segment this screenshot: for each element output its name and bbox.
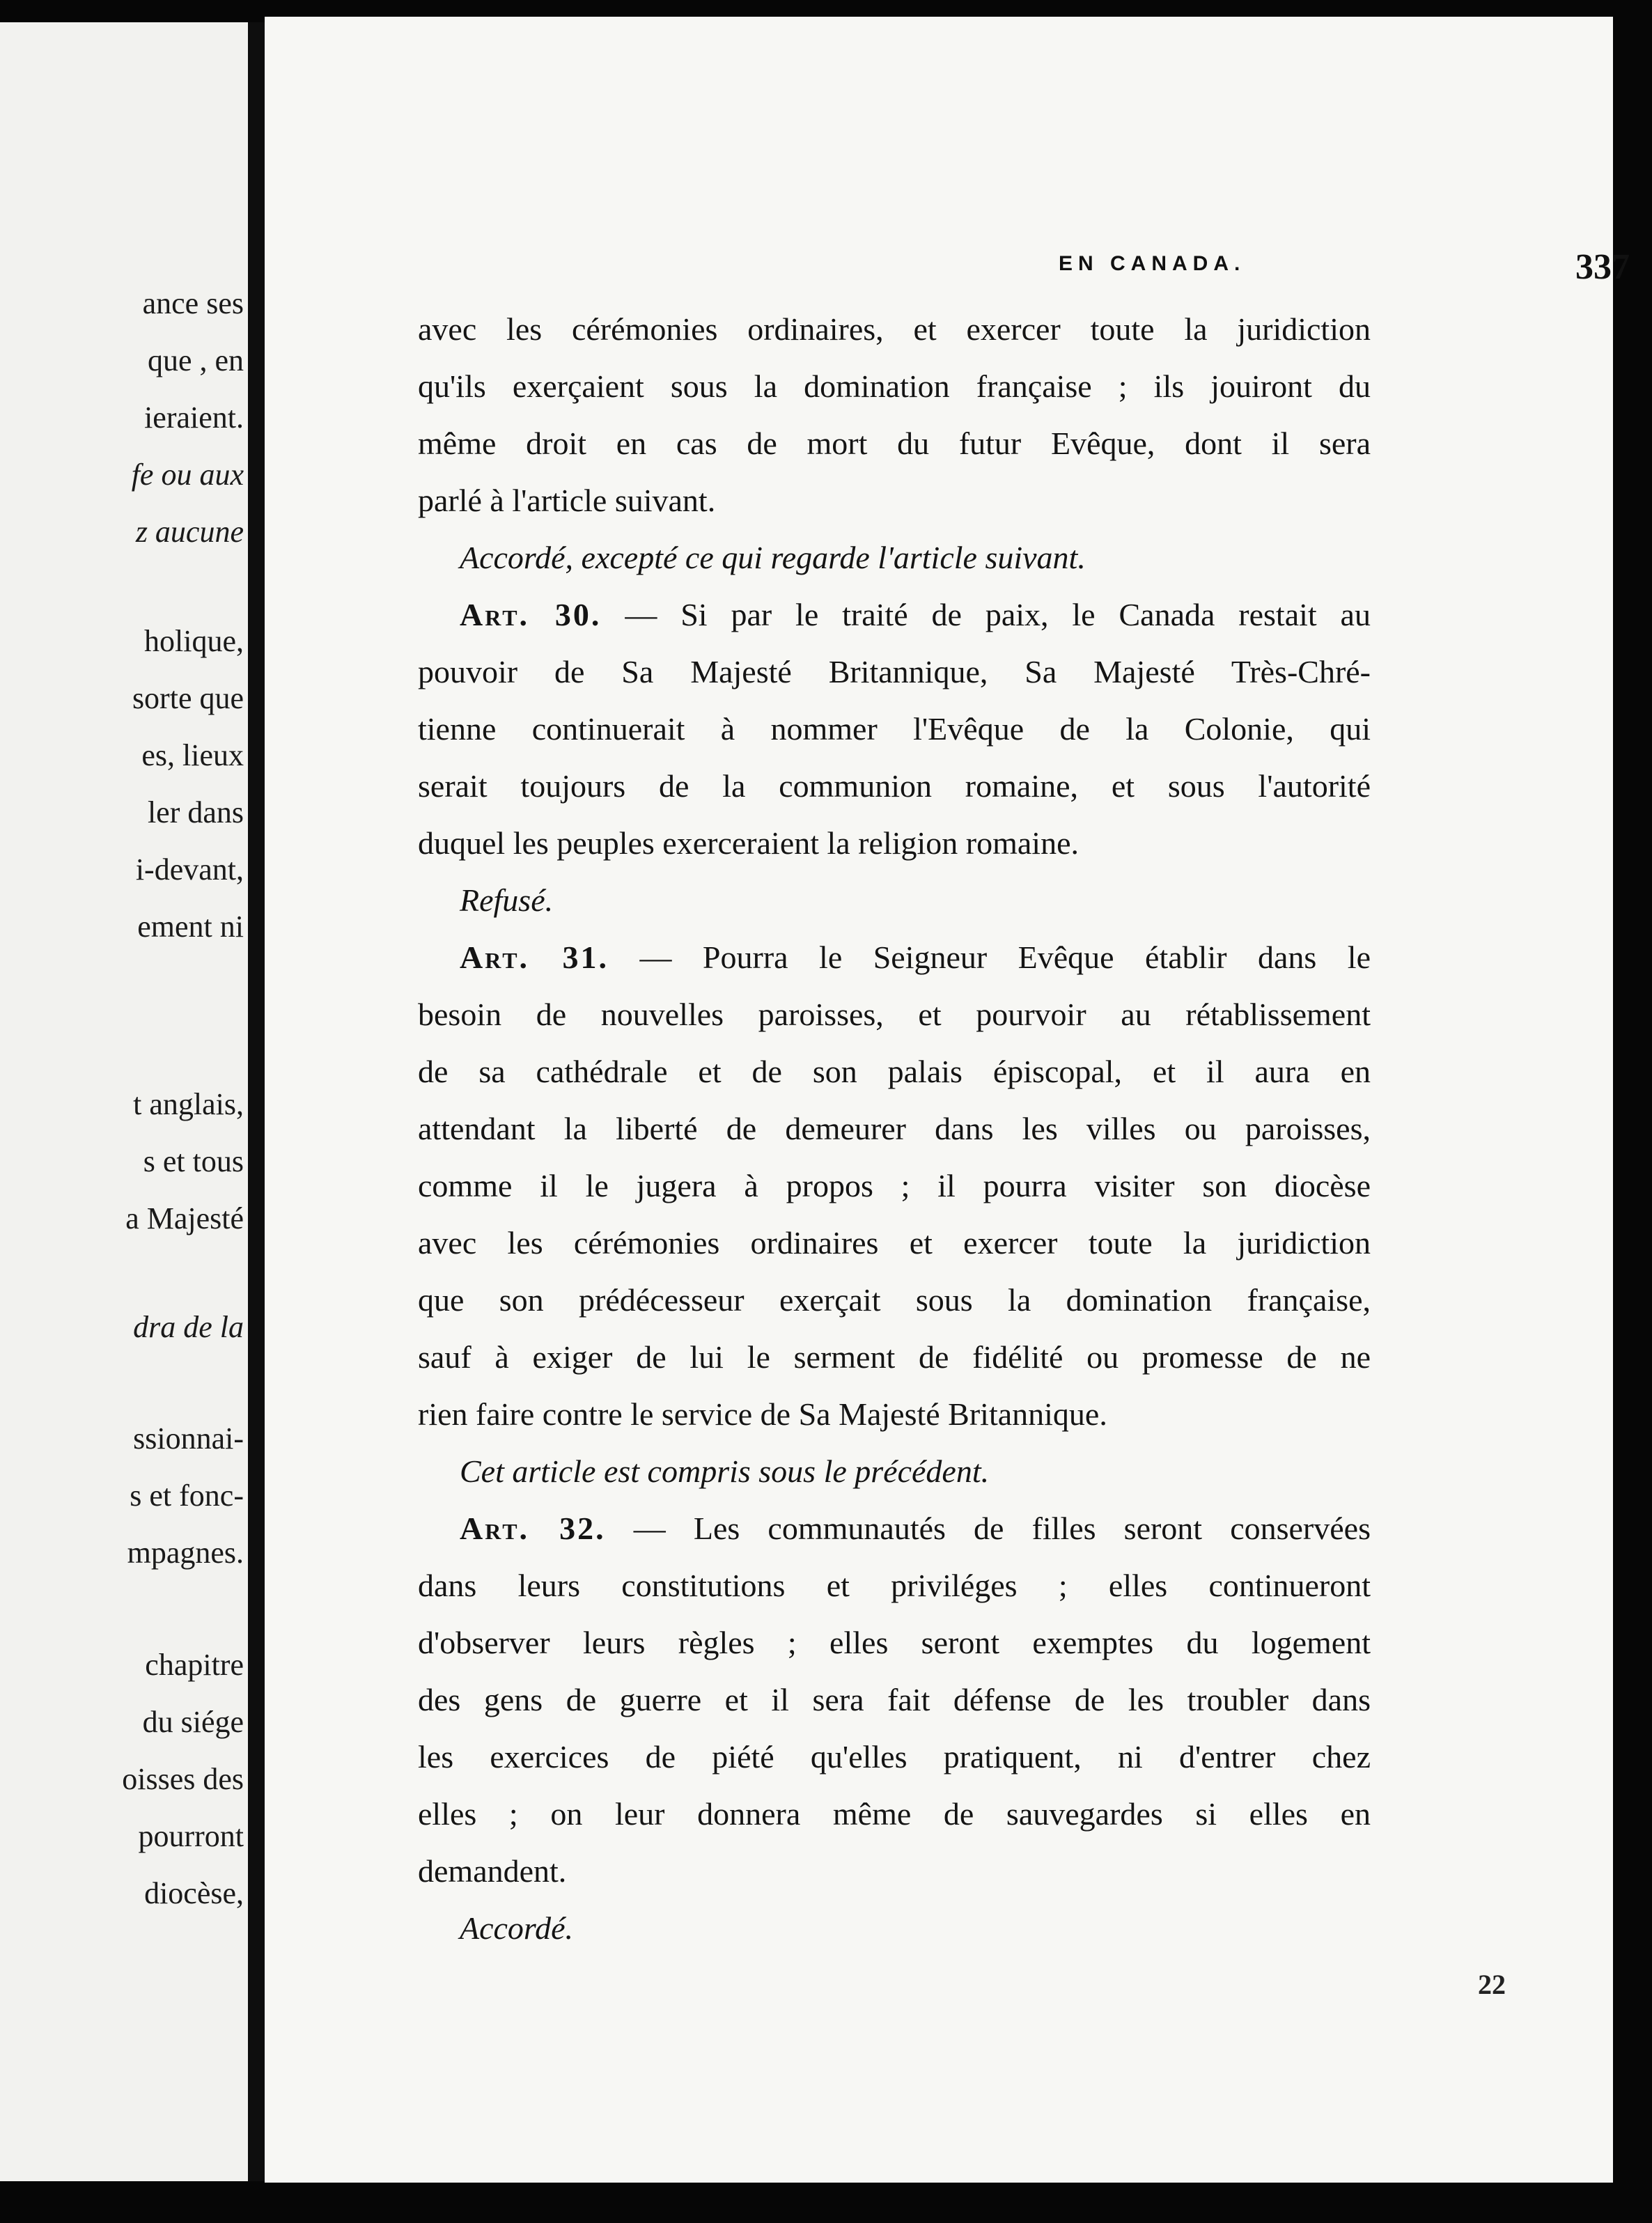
left-page-line: ssionnai- [133,1421,244,1456]
article-32-text: — Les communautés de filles seront conservées [605,1511,1371,1546]
article-31-label: Art. 31. [460,939,609,975]
body-line: attendant la liberté de demeurer dans les villes ou paroisses, [418,1111,1371,1146]
response-refuse: Refusé. [460,882,554,918]
left-page-line: diocèse, [144,1876,244,1910]
body-line: d'observer leurs règles ; elles seront exemptes du logement [418,1625,1371,1660]
body-line: tienne continuerait à nommer l'Evêque de la Colonie, qui [418,711,1371,747]
left-page-line: i-devant, [135,852,244,887]
article-30-first-line [418,586,1371,644]
body-line: comme il le jugera à propos ; il pourra visiter son diocèse [418,1168,1371,1203]
body-line: les exercices de piété qu'elles pratiquent, ni d'entrer chez [418,1739,1371,1774]
page-body [418,301,1371,1957]
body-line: serait toujours de la communion romaine, et sous l'autorité [418,768,1371,804]
left-page-line: du siége [142,1705,244,1739]
left-page-line: es, lieux [141,738,244,772]
left-page-line: holique, [144,624,244,658]
body-line: des gens de guerre et il sera fait défense de les troubler dans [418,1682,1371,1717]
response-accorde: Accordé. [460,1910,574,1946]
left-page-line: pourront [138,1819,244,1853]
body-line: de sa cathédrale et de son palais épiscopal, et il aura en [418,1054,1371,1089]
left-page-line: ieraient. [144,400,244,435]
body-line: dans leurs constitutions et priviléges ; elles continueront [418,1568,1371,1603]
left-page-fragment [0,22,248,2181]
body-line: avec les cérémonies ordinaires, et exercer toute la juridiction [418,311,1371,347]
body-line: même droit en cas de mort du futur Evêque, dont il sera [418,426,1371,461]
body-line: pouvoir de Sa Majesté Britannique, Sa Majesté Très-Chré- [418,654,1371,689]
body-line: rien faire contre le service de Sa Majesté Britannique. [418,1396,1107,1432]
body-line: que son prédécesseur exerçait sous la domination française, [418,1282,1371,1318]
article-32-label: Art. 32. [460,1511,606,1546]
article-32-first-line [418,1500,1371,1557]
signature-mark: 22 [1478,1969,1506,2000]
left-page-line: dra de la [133,1310,244,1344]
article-31-text: — Pourra le Seigneur Evêque établir dans le [609,939,1371,975]
left-page-line: fe ou aux [131,458,244,492]
response-accorde-except: Accordé, excepté ce qui regarde l'article suivant. [460,540,1086,575]
body-line: sauf à exiger de lui le serment de fidélité ou promesse de ne [418,1339,1371,1375]
body-line: elles ; on leur donnera même de sauvegardes si elles en [418,1796,1371,1832]
left-page-line: t anglais, [133,1087,244,1121]
left-page-line: s et fonc- [130,1479,244,1513]
book-gutter [248,22,265,2181]
running-title: EN CANADA. [1059,252,1246,275]
article-31-first-line [418,929,1371,986]
left-page-line: que , en [147,343,244,377]
left-page-line: z aucune [135,515,244,549]
left-page-line: sorte que [132,681,244,715]
left-page-line: ler dans [147,795,244,829]
body-line: parlé à l'article suivant. [418,483,716,518]
body-line: duquel les peuples exerceraient la religion romaine. [418,825,1079,861]
body-line: avec les cérémonies ordinaires et exercer toute la juridiction [418,1225,1371,1261]
body-line: qu'ils exerçaient sous la domination française ; ils jouiront du [418,368,1371,404]
left-page-line: s et tous [143,1144,244,1178]
left-page-line: oisses des [122,1762,244,1796]
body-line: demandent. [418,1853,567,1889]
article-30-label: Art. 30. [460,597,602,632]
article-30-text: — Si par le traité de paix, le Canada restait au [601,597,1371,632]
left-page-line: a Majesté [125,1201,244,1235]
left-page-line: mpagnes. [127,1536,244,1570]
left-page-line: ement ni [137,910,244,944]
body-line: besoin de nouvelles paroisses, et pourvoir au rétablissement [418,997,1371,1032]
left-page-line: ance ses [142,286,244,320]
left-page-line: chapitre [145,1648,244,1682]
response-compris: Cet article est compris sous le précédent. [460,1453,990,1489]
page-number: 337 [1575,247,1630,287]
